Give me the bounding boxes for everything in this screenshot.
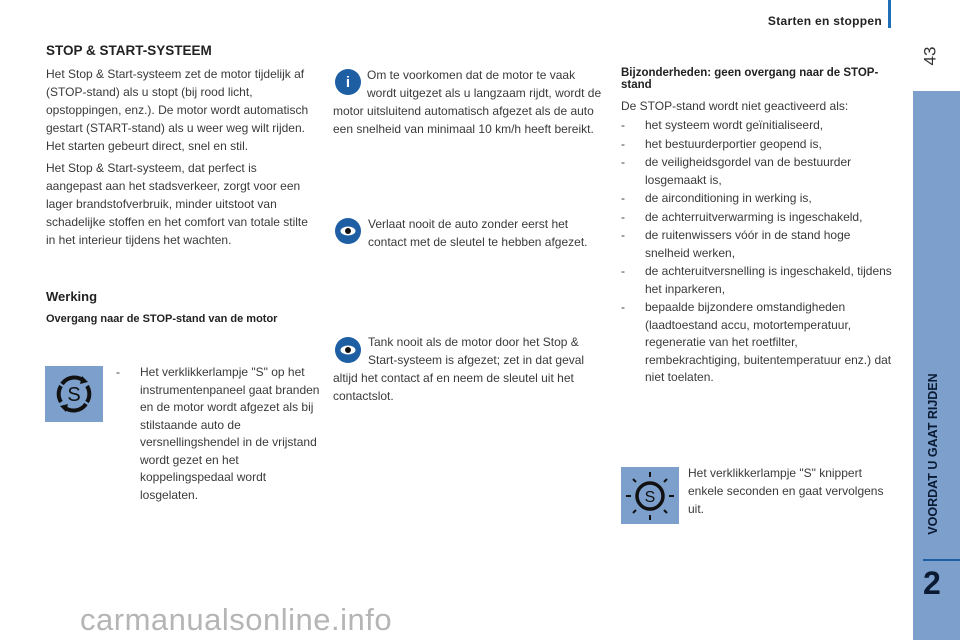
stop-transition-list <box>116 364 321 505</box>
svg-text:S: S <box>67 384 81 406</box>
exceptions-intro: De STOP-stand wordt niet geactiveerd als: <box>621 99 849 113</box>
chapter-sidebar <box>913 91 960 640</box>
list-item: - de veiligheidsgordel van de bestuurder losgemaakt is, <box>621 154 896 189</box>
werking-heading: Werking <box>46 289 98 304</box>
benefits-paragraph: Het Stop & Start-systeem, dat perfect is aangepast aan het stadsverkeer, zorgt voor een lager brandstofverbruik, minder uitstoot van schadelijke stoffen en het comfort van totale stilte in het interieur tijdens het wachten. <box>46 161 308 247</box>
blinking-note: Het verklikkerlampje "S" knippert enkele seconden en gaat vervolgens uit. <box>688 466 884 516</box>
list-item: - de airconditioning in werking is, <box>621 190 896 208</box>
svg-text:S: S <box>644 488 656 506</box>
column-1 <box>46 43 316 325</box>
column-3 <box>621 67 896 388</box>
chapter-divider <box>923 559 960 561</box>
info-note <box>333 66 605 138</box>
info-icon: i <box>335 69 361 95</box>
warning-text: Tank nooit als de motor door het Stop & Start-systeem is afgezet; zet in dat geval altijd het contact af en neem de sleutel uit het contactslot. <box>333 335 585 403</box>
exceptions-list <box>621 117 896 387</box>
info-text: Om te voorkomen dat de motor te vaak wordt uitgezet als u langzaam rijdt, wordt de motor uitsluitend automatisch afgezet als de auto een snelheid van minimaal 10 km/h heeft bereikt. <box>333 68 602 136</box>
intro-paragraph: Het Stop & Start-systeem zet de motor tijdelijk af (STOP-stand) als u stopt (bij rood licht, opstoppingen, enz.). De motor wordt automatisch gestart (START-stand) als u weer weg wilt rijden. Het starten gebeurt direct, snel en stil. <box>46 67 309 153</box>
warning-note-1: Verlaat nooit de auto zonder eerst het contact met de sleutel te hebben afgezet. <box>368 217 588 249</box>
section-title: Starten en stoppen <box>767 14 882 28</box>
list-item: - de ruitenwissers vóór in de stand hoge snelheid werken, <box>621 227 896 262</box>
list-item: - het systeem wordt geïnitialiseerd, <box>621 117 896 135</box>
list-item: - de achterruitverwarming is ingeschakeld, <box>621 209 896 227</box>
eye-warning-icon <box>335 218 361 244</box>
list-item: - bepaalde bijzondere omstandigheden (laadtoestand accu, motortemperatuur, regeneratie van het roetfilter, rembekrachtiging, buitentemperatuur enz.) dat niet toelaten. <box>621 299 896 387</box>
chapter-title: VOORDAT U GAAT RIJDEN <box>926 373 940 535</box>
section-heading: STOP & START-SYSTEEM <box>46 43 212 58</box>
chapter-number: 2 <box>923 565 941 601</box>
warning-note-2 <box>333 333 608 405</box>
stop-start-indicator-icon <box>45 366 103 422</box>
list-item: - het bestuurderportier geopend is, <box>621 136 896 154</box>
page-number: 43 <box>920 46 940 66</box>
list-item: - de achteruitversnelling is ingeschakeld, tijdens het inparkeren, <box>621 263 896 298</box>
blinking-indicator-icon <box>621 467 679 524</box>
list-item: - Het verklikkerlampje "S" op het instrumentenpaneel gaat branden en de motor wordt afgezet als bij stilstaande auto de versnellingshendel in de vrijstand wordt gezet en het koppelingspedaal wordt losgelaten. <box>116 364 321 504</box>
header-divider <box>888 0 891 28</box>
stop-transition-heading: Overgang naar de STOP-stand van de motor <box>46 313 278 325</box>
watermark: carmanualsonline.info <box>80 602 393 637</box>
exceptions-heading: Bijzonderheden: geen overgang naar de STOP-stand <box>621 67 879 91</box>
